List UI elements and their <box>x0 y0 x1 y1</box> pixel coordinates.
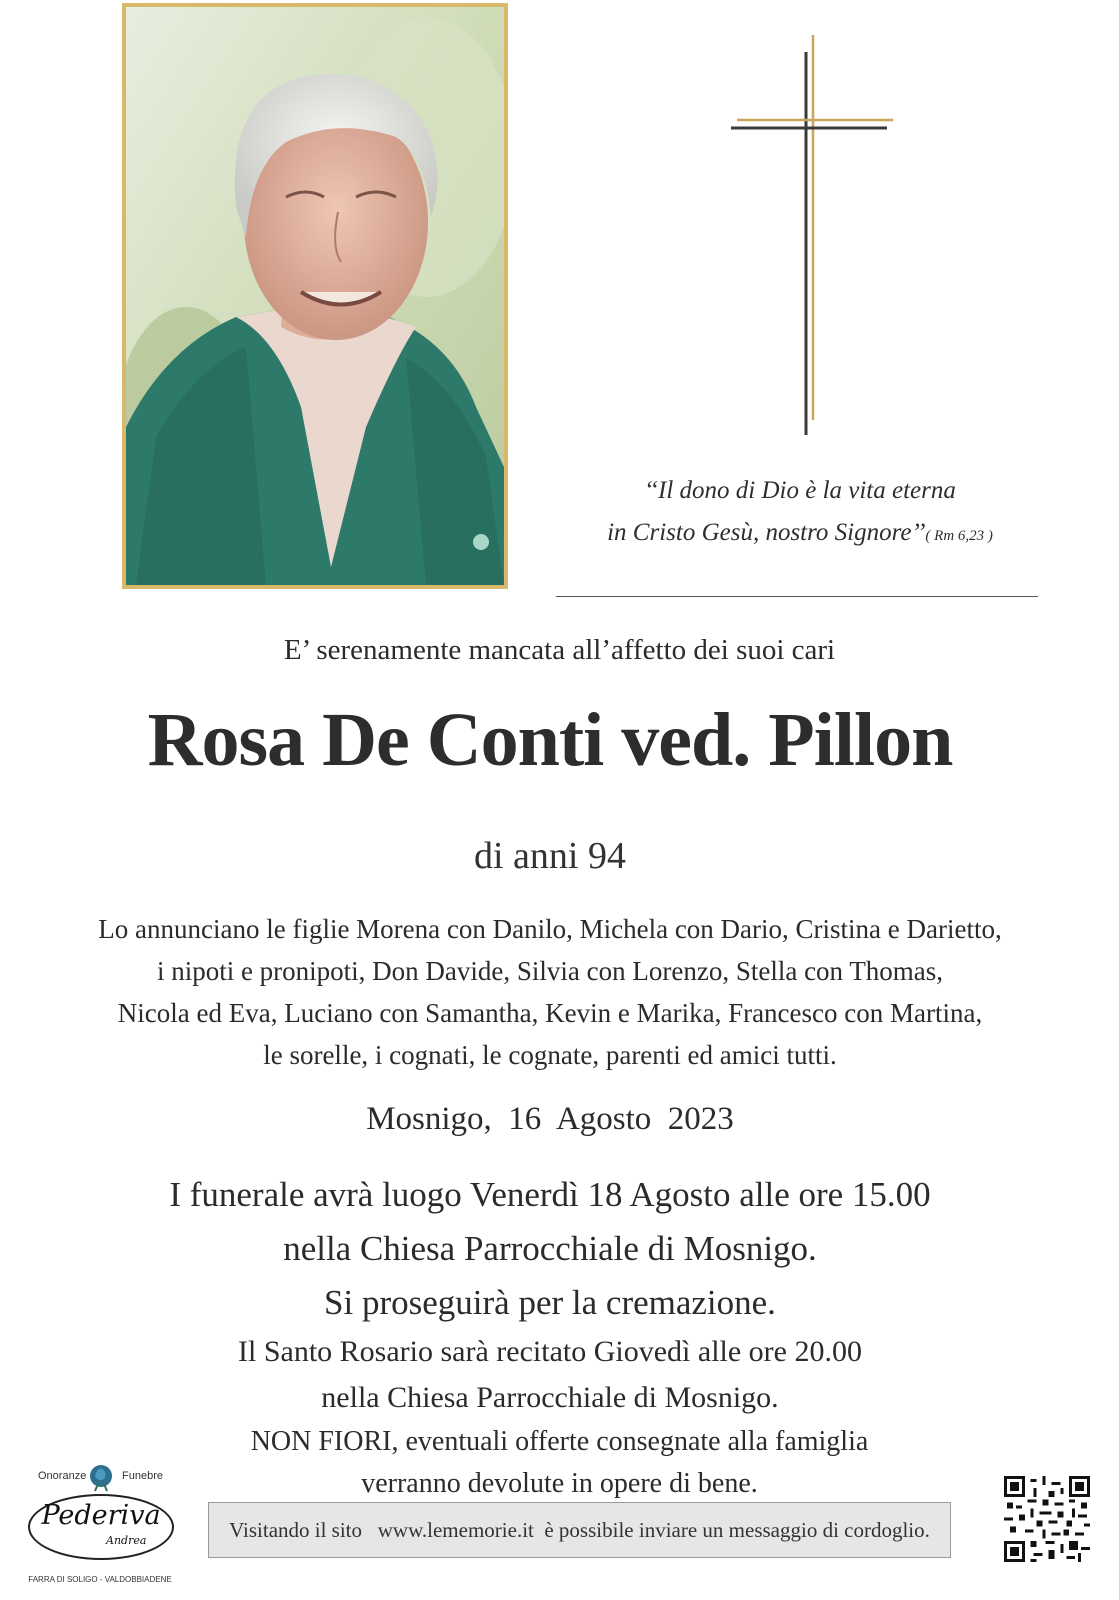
flowers-line-2: verranno devolute in opere di bene. <box>361 1468 758 1499</box>
flowers-line-1-rest: , eventuali offerte consegnate alla famiglia <box>391 1426 869 1457</box>
logo-top-left: Onoranze <box>38 1470 87 1482</box>
announcement-line: i nipoti e pronipoti, Don Davide, Silvia con Lorenzo, Stella con Thomas, <box>156 956 944 986</box>
funeral-line: nella Chiesa Parrocchiale di Mosnigo. <box>283 1229 817 1268</box>
place-date: Mosnigo, 16 Agosto 2023 <box>366 1101 734 1137</box>
qr-code-icon[interactable] <box>1004 1476 1090 1562</box>
intro-text: E’ serenamente mancata all’affetto dei suoi cari <box>283 634 836 666</box>
non-fiori-emphasis: NON FIORI <box>250 1426 392 1457</box>
quote-line-2-text: in Cristo Gesù, nostro Signore’’ <box>607 519 926 546</box>
announcement-line: Nicola ed Eva, Luciano con Samantha, Kevin e Marika, Francesco con Martina, <box>117 998 983 1028</box>
rosary-line: nella Chiesa Parrocchiale di Mosnigo. <box>321 1381 779 1414</box>
bible-quote <box>520 470 1080 557</box>
funeral-line: Si proseguirà per la cremazione. <box>324 1283 776 1322</box>
portrait-image <box>126 7 504 585</box>
quote-line-2 <box>520 512 1080 557</box>
quote-line-1: ‘‘Il dono di Dio è la vita eterna <box>644 477 956 504</box>
announcement-block <box>0 908 1100 1076</box>
portrait-photo <box>122 3 508 589</box>
logo-top-right: Funebre <box>122 1470 163 1482</box>
funeral-info <box>0 1168 1100 1330</box>
rosary-info <box>0 1329 1100 1421</box>
logo-name: Pederiva <box>41 1500 161 1531</box>
logo-subname: Andrea <box>106 1534 147 1547</box>
announcement-line: Lo annunciano le figlie Morena con Danilo, Michela con Dario, Cristina e Darietto, <box>98 914 1002 944</box>
quote-divider <box>556 596 1038 597</box>
announcement-line: le sorelle, i cognati, le cognate, parenti ed amici tutti. <box>263 1040 837 1070</box>
flowers-line-1 <box>0 1421 1119 1463</box>
age-text: di anni 94 <box>474 835 626 877</box>
cross-icon <box>725 30 895 440</box>
funeral-home-logo <box>10 1462 190 1590</box>
website-notice: Visitando il sito www.lememorie.it è possibile inviare un messaggio di cordoglio. <box>208 1502 951 1558</box>
rosary-line: Il Santo Rosario sarà recitato Giovedì alle ore 20.00 <box>238 1335 862 1368</box>
deceased-name: Rosa De Conti ved. Pillon <box>147 698 953 782</box>
rose-icon <box>86 1462 116 1492</box>
funeral-line: I funerale avrà luogo Venerdì 18 Agosto alle ore 15.00 <box>169 1175 931 1214</box>
logo-locations: FARRA DI SOLIGO - VALDOBBIADENE <box>28 1575 172 1584</box>
quote-reference: ( Rm 6,23 ) <box>925 528 993 544</box>
